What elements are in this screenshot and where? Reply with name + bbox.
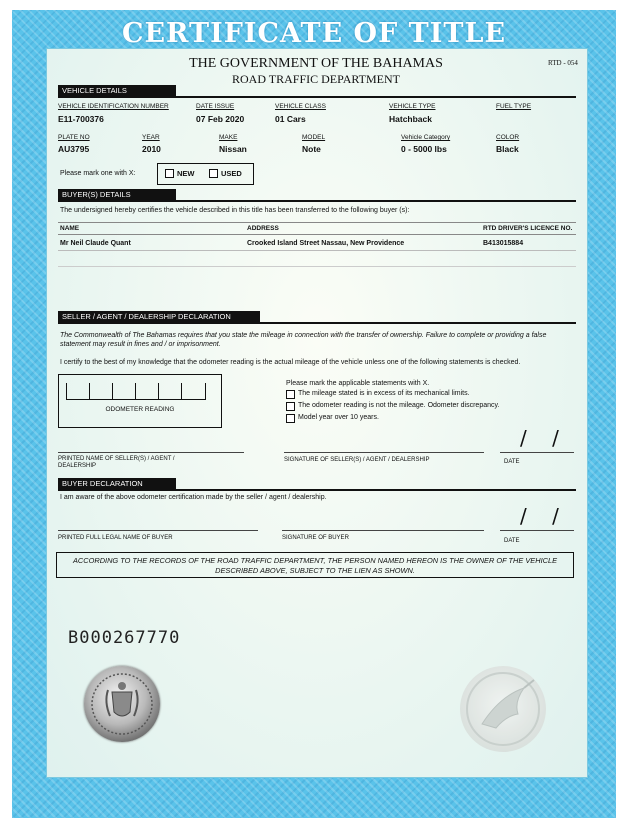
printed-name-label: PRINTED NAME OF SELLER(S) / AGENT / DEALERSHIP (58, 456, 175, 469)
section-rule (58, 200, 576, 202)
marlin-icon (460, 666, 546, 752)
statement-checkbox[interactable] (286, 390, 295, 399)
plate-label: PLATE NO (58, 134, 90, 141)
statement-label: The odometer reading is not the mileage. Odometer discrepancy. (298, 402, 500, 409)
mark-one-instruction: Please mark one with X: (60, 170, 136, 177)
government-heading: THE GOVERNMENT OF THE BAHAMAS (189, 56, 443, 71)
make-value: Nissan (219, 144, 247, 154)
plate-value: AU3795 (58, 144, 90, 154)
odometer-tick (112, 383, 113, 399)
fuel-type-label: FUEL TYPE (496, 103, 532, 110)
signature-line[interactable] (284, 452, 484, 453)
buyer-printed-name-label: PRINTED FULL LEGAL NAME OF BUYER (58, 535, 173, 541)
year-value: 2010 (142, 144, 161, 154)
buyer-signature-label: SIGNATURE OF BUYER (282, 535, 349, 541)
table-divider (58, 222, 576, 223)
vehicle-type-label: VEHICLE TYPE (389, 103, 436, 110)
seller-certify: I certify to the best of my knowledge that the odometer reading is the actual mileage of the vehicle unless one of the following statements is checked. (60, 359, 521, 366)
date-issue-value: 07 Feb 2020 (196, 114, 245, 124)
odometer-tick (205, 383, 206, 399)
printed-name-line[interactable] (58, 452, 244, 453)
category-value: 0 - 5000 lbs (401, 144, 447, 154)
form-code: RTD - 054 (548, 59, 578, 67)
buyer-date-label: DATE (504, 538, 520, 544)
date-issue-label: DATE ISSUE (196, 103, 235, 110)
new-checkbox[interactable] (165, 169, 174, 178)
model-label: MODEL (302, 134, 326, 141)
table-divider (58, 250, 576, 251)
odometer-tick (66, 383, 67, 399)
name-column-header: NAME (60, 225, 80, 232)
year-label: YEAR (142, 134, 160, 141)
odometer-tick (181, 383, 182, 399)
color-value: Black (496, 144, 519, 154)
odometer-tick (135, 383, 136, 399)
date-label: DATE (504, 459, 520, 465)
marlin-watermark-seal (460, 666, 546, 752)
used-checkbox[interactable] (209, 169, 218, 178)
new-label: NEW (177, 169, 195, 178)
ownership-statement: ACCORDING TO THE RECORDS OF THE ROAD TRAFFIC DEPARTMENT, THE PERSON NAMED HEREON IS THE OWNER OF THE VEHICLE DESCRIBED ABOVE, SUBJECT TO THE LIEN AS SHOWN. (56, 552, 574, 578)
section-rule (58, 489, 576, 491)
buyer-declaration-header: BUYER DECLARATION (58, 478, 176, 490)
address-column-header: ADDRESS (247, 225, 279, 232)
seller-declaration-header: SELLER / AGENT / DEALERSHIP DECLARATION (58, 311, 260, 323)
vehicle-class-label: VEHICLE CLASS (275, 103, 326, 110)
licence-column-header: RTD DRIVER'S LICENCE NO. (483, 225, 573, 232)
make-label: MAKE (219, 134, 238, 141)
odometer-label: ODOMETER READING (105, 406, 175, 413)
vehicle-type-value: Hatchback (389, 114, 432, 124)
buyer-date-slashes: / / (520, 504, 559, 528)
vehicle-class-value: 01 Cars (275, 114, 306, 124)
odometer-tick (158, 383, 159, 399)
serial-number: B000267770 (68, 628, 181, 648)
buyers-details-header: BUYER(S) DETAILS (58, 189, 176, 201)
statements-intro: Please mark the applicable statements with X. (286, 380, 430, 387)
category-label: Vehicle Category (401, 134, 451, 141)
department-heading: ROAD TRAFFIC DEPARTMENT (232, 72, 400, 86)
certificate-title: CERTIFICATE OF TITLE (121, 18, 507, 49)
odometer-tick (89, 383, 90, 399)
color-label: COLOR (496, 134, 520, 141)
table-divider (58, 266, 576, 267)
coat-of-arms-icon (84, 666, 160, 742)
date-slashes: / / (520, 426, 559, 450)
model-value: Note (302, 144, 321, 154)
coat-of-arms-seal (84, 666, 160, 742)
section-rule (58, 322, 576, 324)
buyer-statement: I am aware of the above odometer certification made by the seller / agent / dealership. (60, 494, 327, 501)
odometer-digits[interactable] (66, 383, 206, 400)
seller-warning: The Commonwealth of The Bahamas requires that you state the mileage in connection with the transfer of ownership. Failure to complete or providing a false statement may result in fines and / or imprisonment. (60, 332, 547, 348)
vin-value: E11-700376 (58, 114, 104, 124)
buyer-date-line[interactable] (500, 530, 574, 531)
statement-checkbox[interactable] (286, 414, 295, 423)
vin-label: VEHICLE IDENTIFICATION NUMBER (58, 103, 169, 110)
buyer-name-line[interactable] (58, 530, 258, 531)
statement-label: The mileage stated is in excess of its mechanical limits. (298, 390, 470, 397)
statement-checkbox[interactable] (286, 402, 295, 411)
vehicle-details-header: VEHICLE DETAILS (58, 85, 176, 97)
table-divider (58, 234, 576, 235)
section-rule (58, 96, 576, 98)
buyer-licence-cell: B413015884 (483, 240, 524, 247)
buyer-signature-line[interactable] (282, 530, 484, 531)
buyers-statement: The undersigned hereby certifies the vehicle described in this title has been transferred to the following buyer (s): (60, 207, 410, 214)
date-line[interactable] (500, 452, 574, 453)
buyer-name-cell: Mr Neil Claude Quant (60, 240, 131, 247)
buyer-address-cell: Crooked Island Street Nassau, New Providence (247, 240, 405, 247)
used-label: USED (221, 169, 242, 178)
statement-label: Model year over 10 years. (298, 414, 379, 421)
seller-signature-label: SIGNATURE OF SELLER(S) / AGENT / DEALERSHIP (284, 457, 430, 463)
